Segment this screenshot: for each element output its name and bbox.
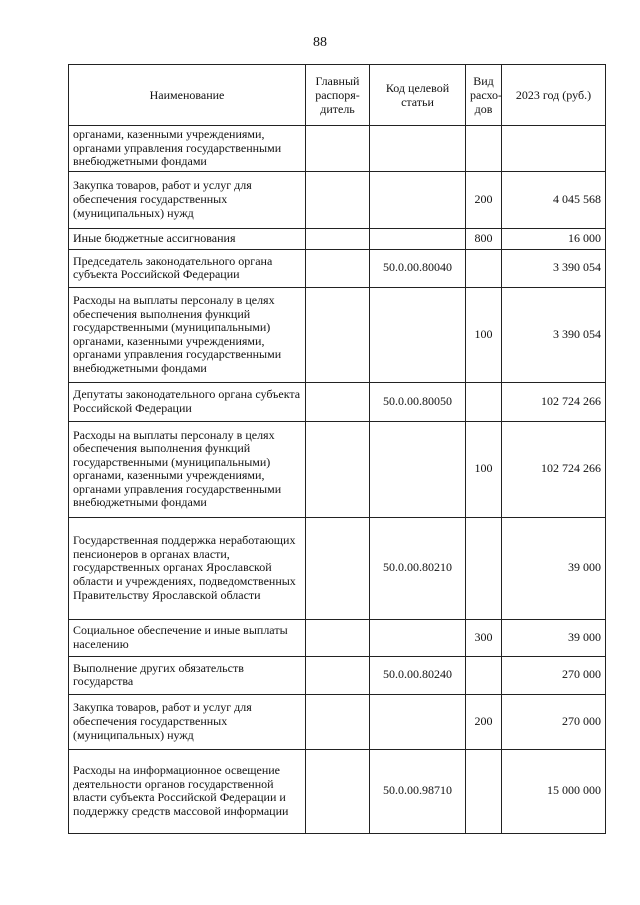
row-code (370, 287, 466, 382)
row-code: 50.0.00.80210 (370, 517, 466, 619)
row-amount: 3 390 054 (502, 287, 606, 382)
row-amount: 270 000 (502, 694, 606, 749)
row-kind (466, 749, 502, 833)
row-amount: 39 000 (502, 517, 606, 619)
row-kind (466, 126, 502, 172)
row-kind: 200 (466, 171, 502, 228)
row-name: Председатель законодательного органа субъекта Российской Федерации (69, 249, 306, 287)
row-kind (466, 656, 502, 694)
row-name: Закупка товаров, работ и услуг для обеспечения государственных (муниципальных) нужд (69, 694, 306, 749)
row-admin (306, 228, 370, 249)
table-row (69, 126, 606, 172)
table-row (69, 619, 606, 656)
table-row (69, 228, 606, 249)
table-row (69, 694, 606, 749)
row-name: Закупка товаров, работ и услуг для обеспечения государственных (муниципальных) нужд (69, 171, 306, 228)
row-admin (306, 287, 370, 382)
row-code (370, 171, 466, 228)
row-admin (306, 126, 370, 172)
row-kind: 100 (466, 421, 502, 517)
table-row (69, 421, 606, 517)
row-name: Выполнение других обязательств государства (69, 656, 306, 694)
row-code: 50.0.00.80240 (370, 656, 466, 694)
table-row (69, 749, 606, 833)
row-admin (306, 656, 370, 694)
row-name: Иные бюджетные ассигнования (69, 228, 306, 249)
row-kind (466, 249, 502, 287)
table-row (69, 287, 606, 382)
row-code: 50.0.00.80050 (370, 382, 466, 421)
table-header (69, 65, 606, 126)
header-row (69, 65, 606, 126)
row-amount: 102 724 266 (502, 421, 606, 517)
row-name: Социальное обеспечение и иные выплаты населению (69, 619, 306, 656)
row-admin (306, 749, 370, 833)
row-admin (306, 517, 370, 619)
row-kind (466, 517, 502, 619)
row-name: органами, казенными учреждениями, органами управления государственными внебюджетными фондами (69, 126, 306, 172)
row-amount: 102 724 266 (502, 382, 606, 421)
table-row (69, 382, 606, 421)
header-admin: Главный распоря-дитель (306, 65, 370, 126)
row-admin (306, 421, 370, 517)
row-amount: 39 000 (502, 619, 606, 656)
row-code (370, 619, 466, 656)
row-admin (306, 249, 370, 287)
row-name: Расходы на выплаты персоналу в целях обеспечения выполнения функций государственными (муниципальными) органами, казенными учреждениями, органами управления государственными внебюджетными фондами (69, 421, 306, 517)
row-kind: 300 (466, 619, 502, 656)
row-admin (306, 619, 370, 656)
header-amount: 2023 год (руб.) (502, 65, 606, 126)
row-kind: 100 (466, 287, 502, 382)
row-amount: 16 000 (502, 228, 606, 249)
header-kind: Вид расхо-дов (466, 65, 502, 126)
row-amount: 4 045 568 (502, 171, 606, 228)
row-amount: 270 000 (502, 656, 606, 694)
header-name: Наименование (69, 65, 306, 126)
row-code (370, 228, 466, 249)
row-admin (306, 382, 370, 421)
table-row (69, 249, 606, 287)
row-admin (306, 694, 370, 749)
row-code (370, 126, 466, 172)
header-code: Код целевой статьи (370, 65, 466, 126)
row-amount: 15 000 000 (502, 749, 606, 833)
row-kind: 800 (466, 228, 502, 249)
row-admin (306, 171, 370, 228)
row-name: Государственная поддержка неработающих пенсионеров в органах власти, государственных органах Ярославской области и учреждениях, подведомственных Правительству Ярославской области (69, 517, 306, 619)
row-name: Депутаты законодательного органа субъекта Российской Федерации (69, 382, 306, 421)
row-code (370, 694, 466, 749)
table-body (69, 126, 606, 834)
row-name: Расходы на информационное освещение деятельности органов государственной власти субъекта Российской Федерации и поддержку средств массовой информации (69, 749, 306, 833)
row-code: 50.0.00.98710 (370, 749, 466, 833)
table-row (69, 517, 606, 619)
row-amount (502, 126, 606, 172)
page-number: 88 (313, 35, 327, 50)
row-code (370, 421, 466, 517)
table-row (69, 171, 606, 228)
budget-table (68, 64, 606, 834)
row-name: Расходы на выплаты персоналу в целях обеспечения выполнения функций государственными (муниципальными) органами, казенными учреждениями, органами управления государственными внебюджетными фондами (69, 287, 306, 382)
row-kind (466, 382, 502, 421)
row-code: 50.0.00.80040 (370, 249, 466, 287)
row-amount: 3 390 054 (502, 249, 606, 287)
row-kind: 200 (466, 694, 502, 749)
table-row (69, 656, 606, 694)
